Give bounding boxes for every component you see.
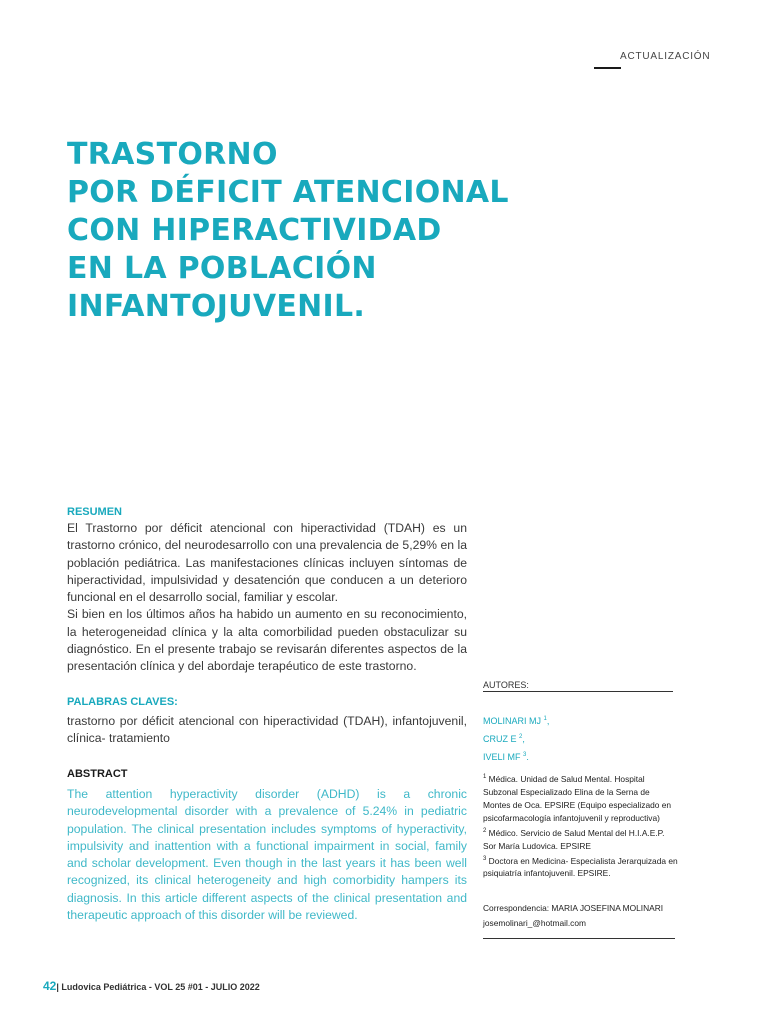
title-line: EN LA POBLACIÓN [67, 251, 377, 286]
affiliation [483, 825, 678, 853]
author-item [483, 711, 549, 729]
resumen-paragraph: El Trastorno por déficit atencional con hiperactividad (TDAH) es un trastorno crónico, del neurodesarrollo con una prevalencia de 5,29% en la población pediátrica. Las manifestaciones clínicas incluyen síntomas de hiperactividad, impulsividad y desatención que conducen a un deterioro funcional en el desarrollo social, familiar y escolar. [67, 521, 467, 605]
author-punct: . [526, 752, 529, 762]
author-name: MOLINARI MJ [483, 716, 544, 726]
affiliations [483, 771, 678, 880]
author-name: CRUZ E [483, 734, 519, 744]
affiliation [483, 853, 678, 881]
abstract-text: The attention hyperactivity disorder (ADHD) is a chronic neurodevelopmental disorder with a prevalence of 5.24% in pediatric population. The clinical presentation includes symptoms of hyperactivity, impulsivity and inattention with a functional impairment in social, family and scholar development. Even though in the last years it has been well recognized, its clinical heterogeneity and high comorbidity hampers its diagnosis. In this article different aspects of the clinical presentation and therapeutic approach of this disorder will be reviewed. [67, 787, 467, 923]
email-link[interactable]: josemolinari_@hotmail.com [483, 918, 586, 928]
author-sup: 3 [523, 752, 527, 758]
affil-text: Médico. Servicio de Salud Mental del H.I.A.E.P. Sor María Ludovica. EPSIRE [483, 827, 665, 851]
author-sup: 1 [543, 716, 547, 722]
affiliation [483, 771, 678, 825]
section-tag: ACTUALIZACIÓN [620, 51, 711, 62]
author-punct: , [522, 734, 525, 744]
authors-list [483, 711, 549, 765]
page-number: 42 [43, 979, 57, 993]
author-name: IVELI MF [483, 752, 524, 762]
author-item [483, 729, 549, 747]
footer [43, 979, 260, 993]
author-punct: , [546, 716, 550, 726]
title-line: CON HIPERACTIVIDAD [67, 213, 442, 248]
journal-info: | Ludovica Pediátrica - VOL 25 #01 - JULIO 2022 [56, 982, 260, 992]
title-line: POR DÉFICIT ATENCIONAL [67, 175, 509, 210]
author-sup: 2 [519, 734, 523, 740]
title-line: INFANTOJUVENIL. [67, 289, 366, 324]
resumen-heading: RESUMEN [67, 506, 123, 518]
authors-rule [483, 691, 673, 692]
resumen-paragraph: Si bien en los últimos años ha habido un aumento en su reconocimiento, la heterogeneidad clínica y la alta comorbilidad pueden obstaculizar su diagnóstico. En el presente trabajo se revisarán diferentes aspectos de la presentación clínica y del abordaje terapéutico de este trastorno. [67, 607, 467, 674]
affil-text: Doctora en Medicina- Especialista Jerarquizada en psiquiatría infantojuvenil. EPSIRE. [483, 855, 678, 879]
author-item [483, 747, 549, 765]
authors-label: AUTORES: [483, 680, 529, 690]
correspondence-line: Correspondencia: MARIA JOSEFINA MOLINARI [483, 903, 664, 913]
affil-sup: 2 [483, 827, 487, 834]
correspondence-rule [483, 938, 675, 939]
abstract-heading: ABSTRACT [67, 768, 128, 780]
keywords-text: trastorno por déficit atencional con hiperactividad (TDAH), infantojuvenil, clínica- tratamiento [67, 714, 467, 746]
affil-sup: 1 [483, 774, 487, 780]
article-title [67, 136, 667, 326]
affil-text: Médica. Unidad de Salud Mental. Hospital Subzonal Especializado Elina de la Serna de Montes de Oca. EPSIRE (Equipo especializado en psicofarmacología infantojuvenil y reproductiva) [483, 773, 672, 823]
resumen-text [67, 520, 467, 676]
section-rule [594, 67, 621, 69]
affil-sup: 3 [483, 855, 487, 862]
title-line: TRASTORNO [67, 137, 278, 172]
keywords-heading: PALABRAS CLAVES: [67, 696, 178, 708]
correspondence [483, 901, 678, 931]
